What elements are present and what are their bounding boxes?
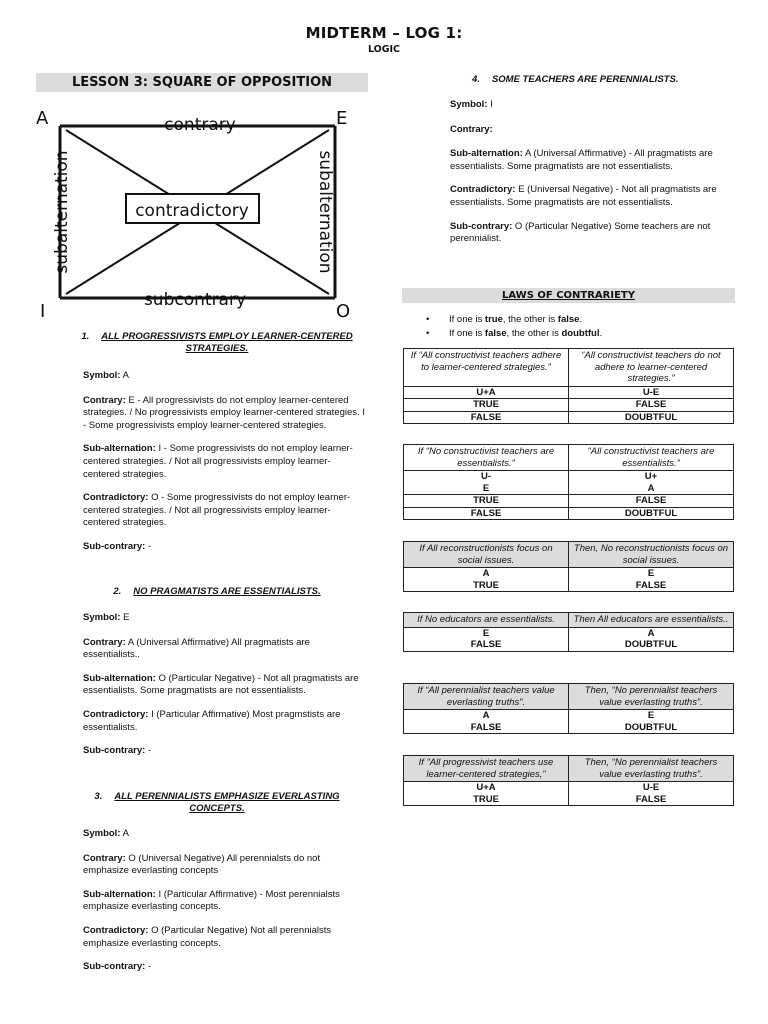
section-2-heading-block xyxy=(74,586,360,598)
table-6-conclusion: Then, “No perennialist teachers value everlasting truths”. xyxy=(569,756,734,782)
left-subalternation-label: subalternation xyxy=(52,150,72,274)
truth-table-1 xyxy=(403,348,734,424)
section-3-subalternation: I (Particular Affirmative) - Most perennialsts emphasize everlasting concepts. xyxy=(83,888,340,913)
corner-i-label: I xyxy=(40,301,46,322)
table-row: TRUE FALSE xyxy=(404,794,734,806)
table-row: FALSE DOUBTFUL xyxy=(404,722,734,734)
section-1-subcontrary: - xyxy=(145,540,152,552)
truth-table-6 xyxy=(403,755,734,806)
table-row: A E xyxy=(404,710,734,722)
table-6-premise: If “All progressivist teachers use learner-centered strategies,” xyxy=(404,756,569,782)
section-1-heading-block xyxy=(74,331,360,355)
section-3-heading xyxy=(74,791,360,815)
page-title: MIDTERM – LOG 1: xyxy=(305,24,463,42)
table-row: E A xyxy=(404,627,734,639)
table-row: TRUE FALSE xyxy=(404,495,734,508)
table-row: E A xyxy=(404,483,734,495)
section-3-contrary: O (Universal Negative) All perennialsts do not emphasize everlasting concepts xyxy=(83,852,321,877)
truth-table-4 xyxy=(403,612,734,652)
table-row: U+A U-E xyxy=(404,386,734,399)
section-4-heading-block xyxy=(472,74,742,86)
section-1-contrary: E - All progressivists do not employ learner-centered strategies. / No progressivists employ learner-centered strategies. I - Some progressivists employ learner-centered strategies. xyxy=(83,394,365,431)
section-2-symbol: E xyxy=(120,612,130,623)
section-4-number: 4. xyxy=(472,74,480,85)
table-1-premise: If “All constructivist teachers adhere to learner-centered strategies.” xyxy=(404,349,569,387)
table-5-premise: If “All perennialist teachers value everlasting truths”. xyxy=(404,684,569,710)
section-1-contradictory: O - Some progressivists do not employ learner-centered strategies. / Not all progressivists employ learner-centered strategies. xyxy=(83,492,351,529)
table-4-premise: If No educators are essentialists. xyxy=(404,613,569,628)
right-subalternation-label: subalternation xyxy=(315,150,335,274)
section-4-title: SOME TEACHERS ARE PERENNIALISTS. xyxy=(491,74,679,85)
section-2-contrary: A (Universal Affirmative) All pragmatists are essentialists.. xyxy=(83,636,310,661)
truth-table-3 xyxy=(403,541,734,592)
section-4-symbol: I xyxy=(487,99,493,110)
section-3-body: Symbol: A Contrary: O (Universal Negative) All perennialsts do not emphasize everlasting concepts Sub-alternation: I (Particular Affirmative) - Most perennialsts emphasize everlasting concepts. Contradictory: O (Particular Negative) Not all perennialsts emphasize everlasting concepts. Sub-contrary: - xyxy=(83,828,340,973)
lesson-title: LESSON 3: SQUARE OF OPPOSITION xyxy=(36,73,368,92)
section-3-contradictory: O (Particular Negative) Not all perennialsts emphasize everlasting concepts. xyxy=(83,924,332,949)
truth-table-2 xyxy=(403,444,734,520)
section-1-symbol: A xyxy=(120,370,129,381)
table-row: TRUE FALSE xyxy=(404,399,734,412)
section-3-subcontrary: - xyxy=(145,961,152,973)
table-4-conclusion: Then All educators are essentialists.. xyxy=(569,613,734,628)
subcontrary-label: subcontrary xyxy=(143,290,247,310)
table-row: U- U+ xyxy=(404,471,734,483)
square-of-opposition-diagram xyxy=(32,102,362,324)
section-2-subcontrary: - xyxy=(145,745,152,757)
section-2-subalternation: O (Particular Negative) - Not all pragmatists are essentialists. Some pragmatists are not essentialists. xyxy=(83,672,359,697)
section-4-subalternation: A (Universal Affirmative) - All pragmatists are essentialists. Some pragmatists are not essentialists. xyxy=(450,148,713,172)
page-subtitle: LOGIC xyxy=(367,44,401,55)
section-1-heading xyxy=(74,331,360,355)
contradictory-label: contradictory xyxy=(135,201,249,221)
section-1-title: ALL PROGRESSIVISTS EMPLOY LEARNER-CENTERED STRATEGIES. xyxy=(101,331,353,354)
table-1-conclusion: “All constructivist teachers do not adhere to learner-centered strategies.” xyxy=(569,349,734,387)
corner-e-label: E xyxy=(336,108,348,129)
table-3-premise: If All reconstructionists focus on social issues. xyxy=(404,542,569,568)
table-row: A E xyxy=(404,568,734,580)
section-1-subalternation: I - Some progressivists do not employ learner-centered strategies. / Not all progressivists employ learner-centered strategies. xyxy=(83,443,353,480)
laws-of-contrariety-title: LAWS OF CONTRARIETY xyxy=(402,288,735,303)
corner-o-label: O xyxy=(336,301,351,322)
table-row: U+A U-E xyxy=(404,782,734,794)
rule-2: • If one is false, the other is doubtful. xyxy=(424,327,602,341)
section-4-heading xyxy=(472,74,742,86)
table-3-conclusion: Then, No reconstructionists focus on social issues. xyxy=(569,542,734,568)
corner-a-label: A xyxy=(36,108,49,129)
section-2-contradictory: I (Particular Affirmative) Most pragmstists are essentialists. xyxy=(83,708,341,733)
section-4-subcontrary: O (Particular Negative) Some teachers are not perennialist. xyxy=(450,220,711,245)
table-2-premise: If “No constructivist teachers are essentialists.” xyxy=(404,445,569,471)
section-3-number: 3. xyxy=(94,791,103,802)
table-row: FALSE DOUBTFUL xyxy=(404,639,734,651)
table-row: TRUE FALSE xyxy=(404,580,734,592)
section-1-number: 1. xyxy=(81,331,90,342)
section-3-title: ALL PERENNIALISTS EMPHASIZE EVERLASTING CONCEPTS. xyxy=(114,791,340,814)
rule-1: • If one is true, the other is false. xyxy=(424,313,602,327)
table-5-conclusion: Then, “No perennialist teachers value everlasting truths”. xyxy=(569,684,734,710)
section-3-heading-block xyxy=(74,791,360,815)
laws-rules-list xyxy=(424,313,602,341)
section-2-title: NO PRAGMATISTS ARE ESSENTIALISTS. xyxy=(133,586,321,597)
section-2-number: 2. xyxy=(113,586,122,597)
table-2-conclusion: “All constructivist teachers are essentialists.” xyxy=(569,445,734,471)
section-4-body: Symbol: I Contrary: Sub-alternation: A (Universal Affirmative) - All pragmatists are essentialists. Some pragmatists are not essentialists. Contradictory: E (Universal Negative) - Not all pragmatists are essentialists. Some pragmatists are not essentialists. Sub-contrary: O (Particular Negative) Some teachers are not perennialist. xyxy=(450,99,717,245)
table-row: FALSE DOUBTFUL xyxy=(404,507,734,520)
table-row: FALSE DOUBTFUL xyxy=(404,411,734,424)
section-3-symbol: A xyxy=(120,828,129,839)
section-2-heading xyxy=(74,586,360,598)
section-2-body: Symbol: E Contrary: A (Universal Affirmative) All pragmatists are essentialists.. Sub-alternation: O (Particular Negative) - Not all pragmatists are essentialists. Some pragmatists are not essentialists. Contradictory: I (Particular Affirmative) Most pragmstists are essentialists. Sub-contrary: - xyxy=(83,612,359,757)
section-4-contradictory: E (Universal Negative) - Not all pragmatists are essentialists. Some pragmatists are not essentialists. xyxy=(450,184,717,208)
section-1-body: Symbol: A Contrary: E - All progressivists do not employ learner-centered strategies. / No progressivists employ learner-centered strategies. I - Some progressivists employ learner-centered strategies. Sub-alternation: I - Some progressivists do not employ learner-centered strategies. / Not all progressivists employ learner-centered strategies. Contradictory: O - Some progressivists do not employ learner-centered strategies. / Not all progressivists employ learner-centered strategies. Sub-contrary: - xyxy=(83,370,365,552)
truth-table-5 xyxy=(403,683,734,734)
contrary-label: contrary xyxy=(164,115,236,135)
